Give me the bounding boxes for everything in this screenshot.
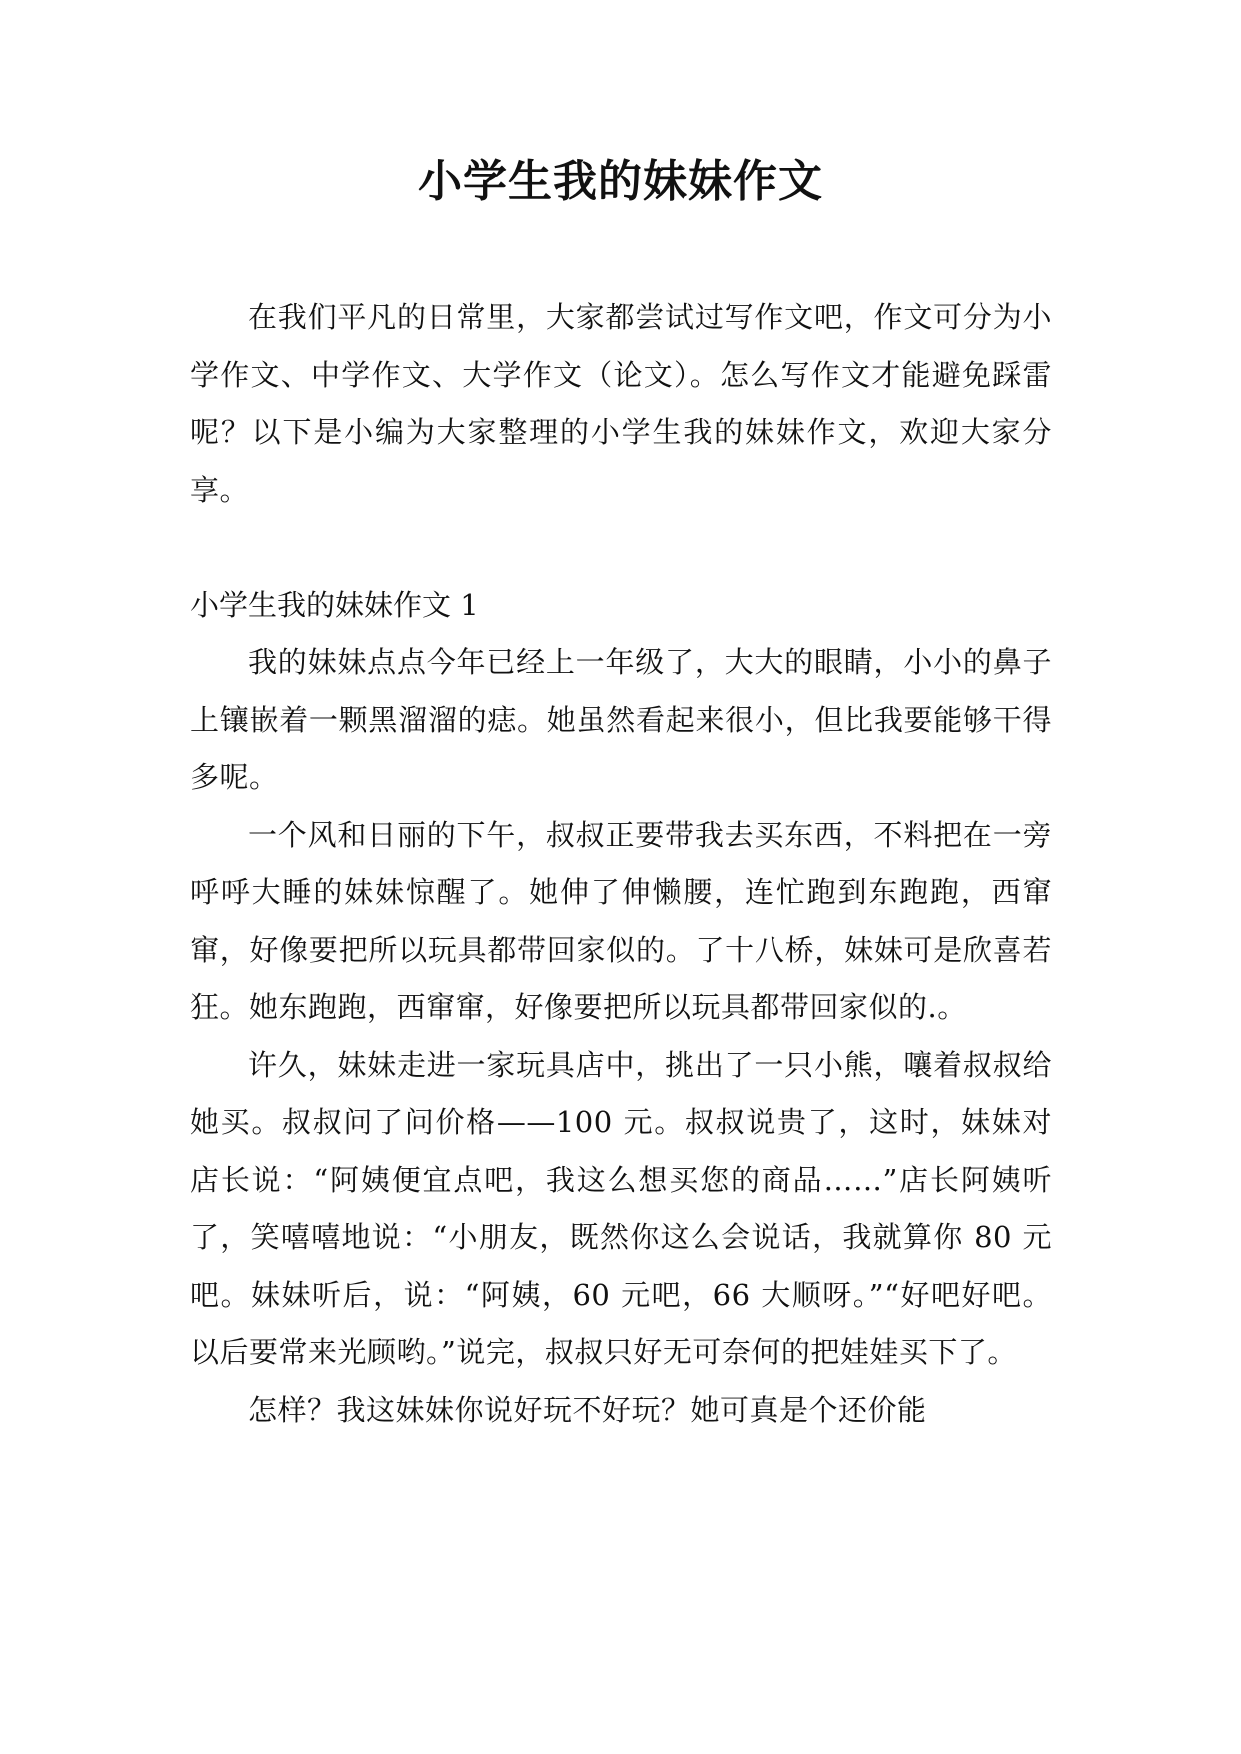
body-paragraph-2: 一个风和日丽的下午，叔叔正要带我去买东西，不料把在一旁呼呼大睡的妹妹惊醒了。她伸了伸懒腰，连忙跑到东跑跑，西窜窜，好像要把所以玩具都带回家似的。了十八桥，妹妹可是欣喜若狂。她东跑跑，西窜窜，好像要把所以玩具都带回家似的.。 bbox=[190, 817, 1052, 1024]
intro-paragraph: 在我们平凡的日常里，大家都尝试过写作文吧，作文可分为小学作文、中学作文、大学作文（论文）。怎么写作文才能避免踩雷呢？以下是小编为大家整理的小学生我的妹妹作文，欢迎大家分享。 bbox=[190, 300, 1052, 507]
document-title: 小学生我的妹妹作文 bbox=[418, 156, 823, 207]
section-heading: 小学生我的妹妹作文 1 bbox=[190, 587, 479, 622]
document-body bbox=[190, 289, 1052, 1439]
body-paragraph-4: 怎样？我这妹妹你说好玩不好玩？她可真是个还价能 bbox=[248, 1392, 927, 1427]
body-paragraph-1: 我的妹妹点点今年已经上一年级了，大大的眼睛，小小的鼻子上镶嵌着一颗黑溜溜的痣。她虽然看起来很小，但比我要能够干得多呢。 bbox=[190, 645, 1052, 794]
body-paragraph-3: 许久，妹妹走进一家玩具店中，挑出了一只小熊，嚷着叔叔给她买。叔叔问了问价格——100 元。叔叔说贵了，这时，妹妹对店长说：“阿姨便宜点吧，我这么想买您的商品……”店长阿姨听了，笑嘻嘻地说：“小朋友，既然你这么会说话，我就算你 80 元吧。妹妹听后，说：“阿姨，60 元吧，66 大顺呀。”“好吧好吧。以后要常来光顾哟。”说完，叔叔只好无可奈何的把娃娃买下了。 bbox=[190, 1047, 1052, 1369]
